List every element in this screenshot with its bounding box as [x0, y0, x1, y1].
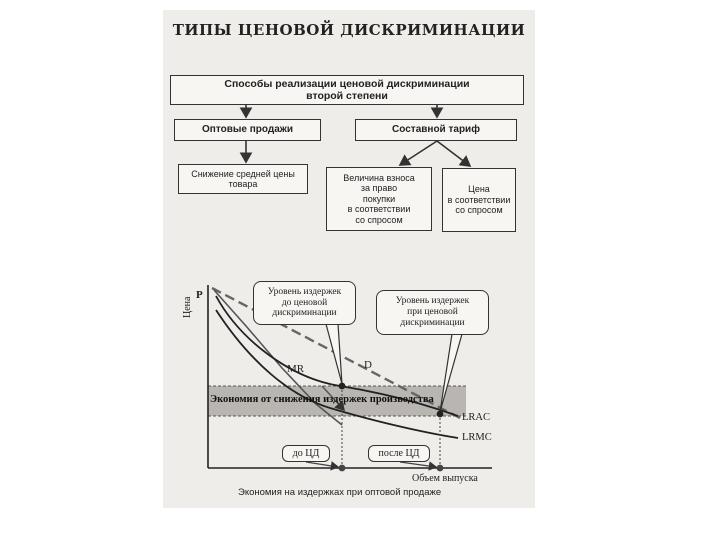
d-label: D [364, 359, 372, 371]
lrac-label: LRAC [462, 412, 491, 423]
point-cost-after [437, 411, 444, 418]
callout-after [376, 290, 489, 335]
reduce-price-text: Снижение средней цены товара [191, 168, 295, 189]
y-axis-label: Цена [182, 296, 193, 318]
callout-before [253, 281, 356, 325]
mr-label: MR [287, 363, 305, 375]
bottom-caption: Экономия на издержках при оптовой продаже [238, 487, 442, 498]
x-axis-label: Объем выпуска [412, 473, 478, 484]
lrmc-label: LRMC [462, 432, 492, 443]
point-qty-before [339, 465, 346, 472]
arrow-tariff-to-fee [400, 141, 437, 165]
page-title: ТИПЫ ЦЕНОВОЙ ДИСКРИМИНАЦИИ [172, 21, 526, 39]
callout-before-text: Уровень издержек до ценовой дискриминации [267, 286, 342, 319]
arrow-tag-before [306, 462, 338, 467]
point-cost-before [339, 383, 346, 390]
entry-fee-text: Величина взноса за право покупки в соответствии со спросом [343, 173, 415, 225]
arrow-tag-after [400, 462, 436, 467]
arrow-tariff-to-price [437, 141, 470, 166]
price-demand-text: Цена в соответствии со спросом [447, 184, 511, 216]
main-method-text: Способы реализации ценовой дискриминации второй степени [224, 77, 470, 102]
wholesale-text: Оптовые продажи [202, 124, 293, 136]
callout-before-pointer [326, 324, 342, 384]
tariff-text: Составной тариф [392, 124, 480, 136]
point-qty-after [437, 465, 444, 472]
economy-band-label: Экономия от снижения издержек производства [210, 394, 434, 405]
price-axis-p: P [196, 289, 203, 301]
tag-before: до ЦД [282, 445, 330, 462]
callout-after-text: Уровень издержек при ценовой дискриминации [395, 296, 470, 328]
tag-after: после ЦД [368, 445, 430, 462]
